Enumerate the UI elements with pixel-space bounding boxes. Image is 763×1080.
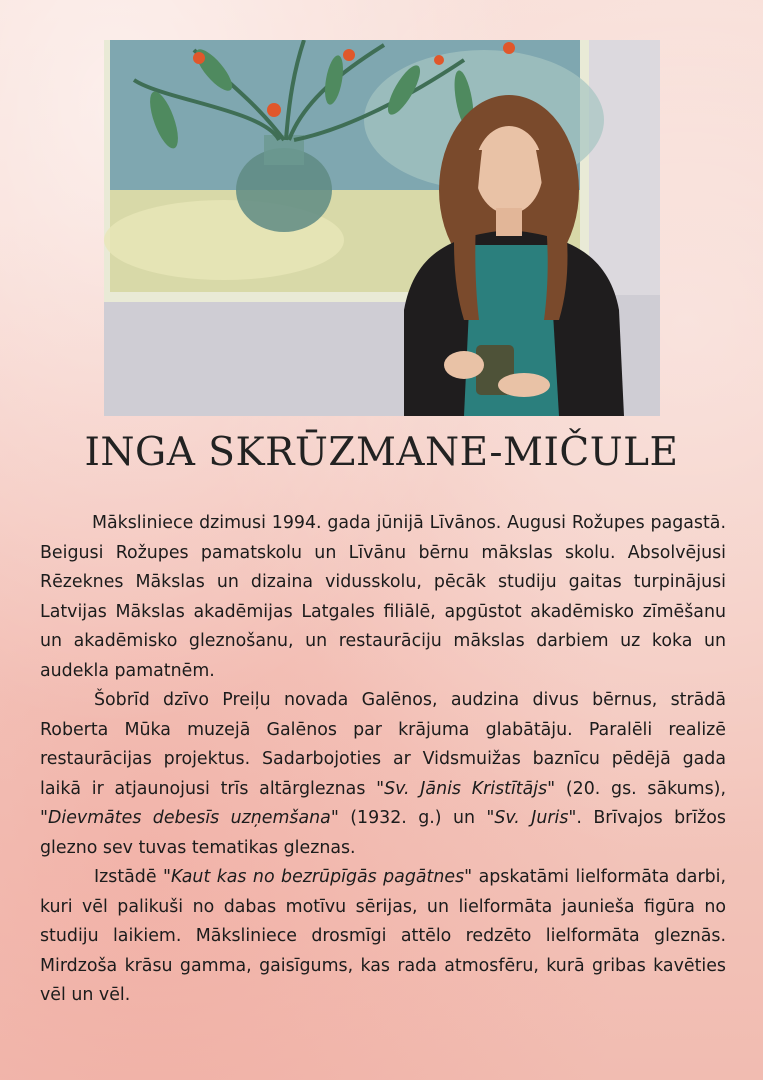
photo-illustration [104,40,660,416]
artist-biography [40,509,726,1011]
bio-paragraph-1 [40,509,726,686]
bio-text: Māksliniece dzimusi 1994. gada jūnijā Līvānos. Augusi Rožupes pagastā. Beigusi Rožupes pamatskolu un Līvānu bērnu mākslas skolu. Absolvējusi Rēzeknes Mākslas un dizaina vidusskolu, pēcāk studiju gaitas turpinājusi Latvijas Mākslas akadēmijas Latgales filiālē, apgūstot akadēmisko zīmēšanu un akadēmisko gleznošanu, un restaurāciju mākslas darbiem uz koka un audekla pamatnēm. [40,513,726,681]
bio-text: apskatāmi lielformāta darbi, kuri vēl palikuši no dabas motīvu sērijas, un lielformāta jaunieša figūra no studiju laikiem. Māksliniece drosmīgi attēlo redzēto lielformāta gleznās. Mirdzoša krāsu gamma, gaisīgums, kas rada atmosfēru, kurā gribas kavēties vēl un vēl. [40,867,727,1005]
bio-text: . Brīvajos brīžos glezno sev tuvas tematikas gleznas. [40,808,726,858]
bio-paragraph-3 [40,863,726,1011]
artist-portrait-photo [104,40,660,416]
bio-text: (20. gs. sākums), " [40,778,726,828]
artwork-title: "Sv. Juris" [486,808,577,828]
bio-text: Šobrīd dzīvo Preiļu novada Galēnos, audzina divus bērnus, strādā Roberta Mūka muzejā Galēnos par krājuma glabātāju. Paralēli realizē restaurācijas projektus. Sadarbojoties ar Vidsmuižas baznīcu pēdējā gada laikā ir atjaunojusi trīs altārgleznas [40,690,726,799]
artwork-title: Dievmātes debesīs uzņemšana [48,808,331,828]
bio-paragraph-2 [40,686,726,863]
artist-name-heading: INGA SKRŪZMANE-MIČULE [84,430,679,475]
bio-text: " (1932. g.) un [330,808,487,828]
artwork-title: "Sv. Jānis Kristītājs" [376,778,556,799]
exhibition-title: "Kaut kas no bezrūpīgās pagātnes" [162,867,473,887]
bio-text: Izstādē [94,867,163,887]
